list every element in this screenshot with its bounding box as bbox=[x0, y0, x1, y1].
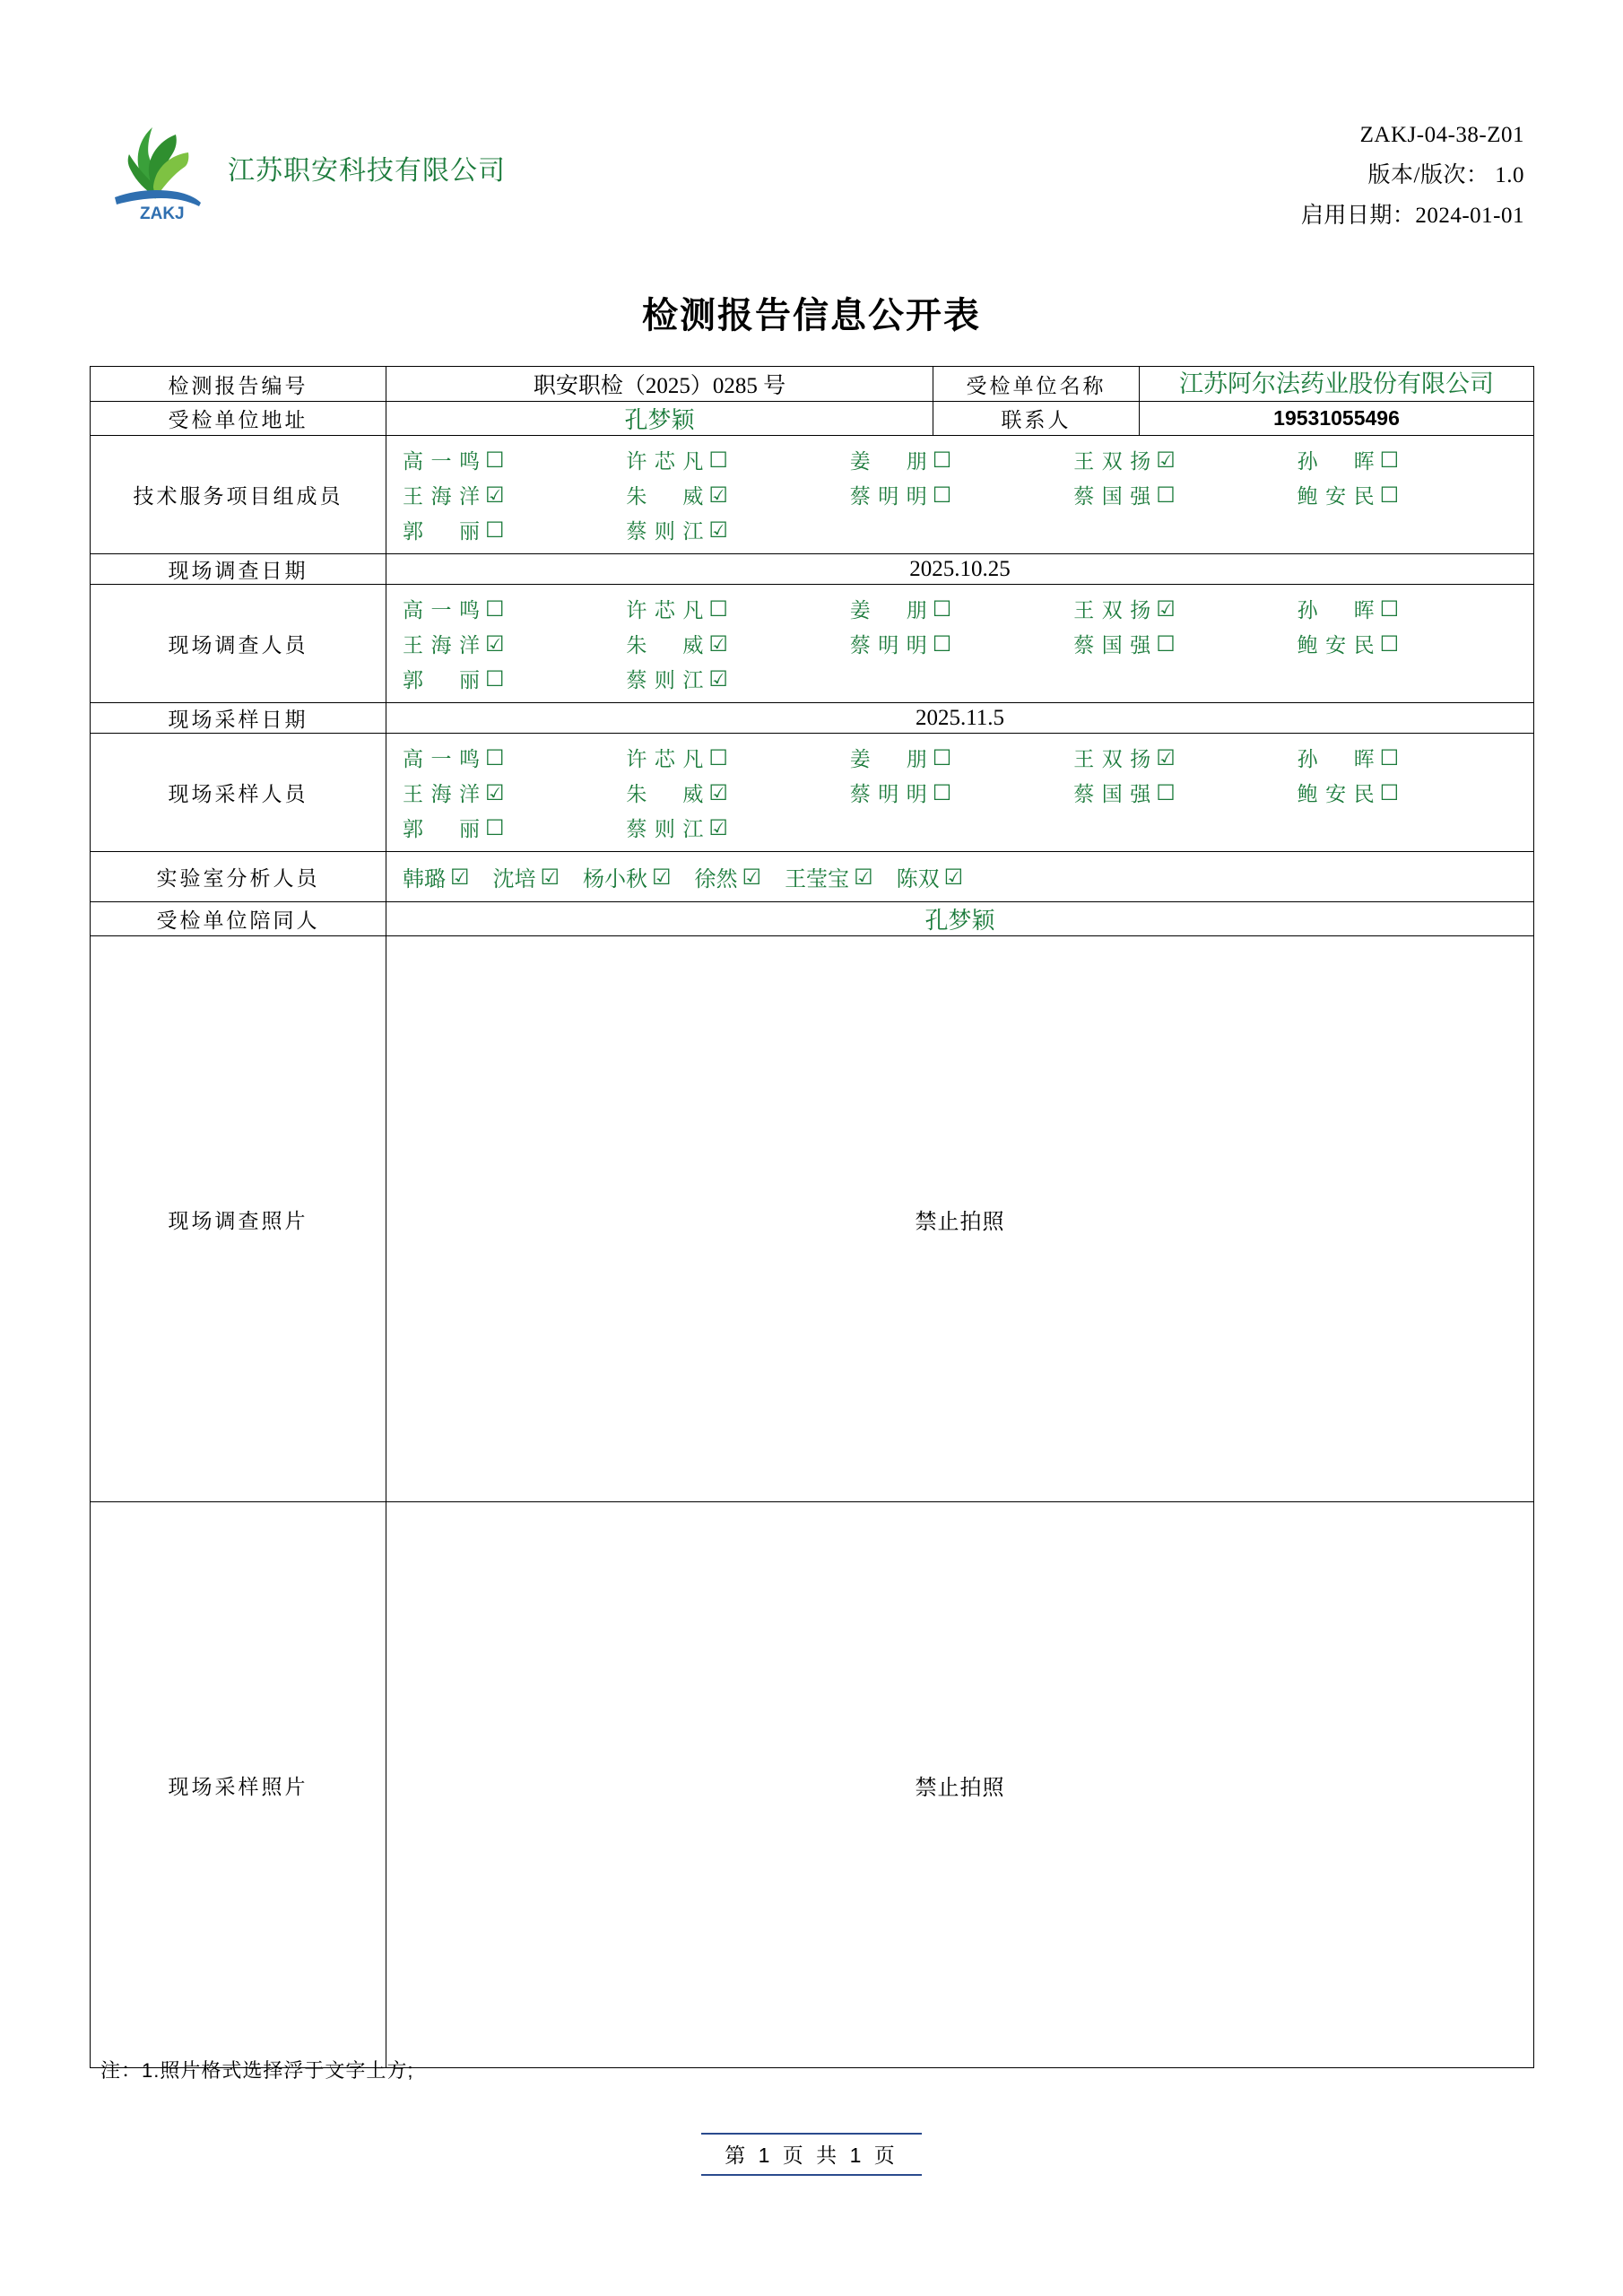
survey-date-label: 现场调查日期 bbox=[91, 554, 386, 585]
page-number: 第 1 页 共 1 页 bbox=[701, 2133, 922, 2176]
checkbox-unchecked-icon[interactable]: ☐ bbox=[485, 814, 505, 840]
sampling-staff-label: 现场采样人员 bbox=[91, 734, 386, 852]
member-checkbox[interactable] bbox=[1073, 445, 1297, 474]
survey-staff-cell bbox=[386, 585, 1534, 703]
checkbox-unchecked-icon[interactable]: ☐ bbox=[1156, 779, 1176, 805]
member-name: 郭 丽 bbox=[403, 669, 480, 691]
member-name: 鲍安民 bbox=[1297, 485, 1375, 508]
member-checkbox[interactable] bbox=[403, 813, 626, 842]
member-name: 王海洋 bbox=[403, 485, 480, 508]
member-name: 蔡则江 bbox=[626, 818, 704, 840]
lab-member-checkbox[interactable] bbox=[493, 861, 560, 892]
member-name: 许芯凡 bbox=[626, 599, 704, 622]
member-checkbox[interactable] bbox=[626, 629, 849, 658]
lab-member-checkbox[interactable] bbox=[897, 861, 964, 892]
checkbox-checked-icon[interactable]: ☑ bbox=[450, 864, 470, 890]
checkbox-checked-icon[interactable]: ☑ bbox=[708, 779, 728, 805]
member-checkbox[interactable] bbox=[850, 778, 1073, 807]
checkbox-checked-icon[interactable]: ☑ bbox=[708, 517, 728, 543]
member-checkbox[interactable] bbox=[403, 778, 626, 807]
checkbox-checked-icon[interactable]: ☑ bbox=[708, 482, 728, 508]
member-checkbox[interactable] bbox=[850, 629, 1073, 658]
member-name: 蔡则江 bbox=[626, 520, 704, 543]
svg-text:ZAKJ: ZAKJ bbox=[140, 204, 185, 221]
client-name-label: 受检单位名称 bbox=[933, 367, 1140, 402]
checkbox-unchecked-icon[interactable]: ☐ bbox=[485, 744, 505, 770]
team-members-cell bbox=[386, 436, 1534, 554]
document-code: ZAKJ-04-38-Z01 bbox=[1359, 123, 1524, 147]
member-checkbox[interactable] bbox=[403, 480, 626, 509]
table-row bbox=[91, 734, 1534, 852]
member-checkbox[interactable] bbox=[1298, 445, 1521, 474]
checkbox-checked-icon[interactable]: ☑ bbox=[742, 864, 762, 890]
table-row bbox=[91, 852, 1534, 902]
checkbox-checked-icon[interactable]: ☑ bbox=[708, 631, 728, 657]
checkbox-checked-icon[interactable]: ☑ bbox=[485, 779, 505, 805]
member-name: 孙 晖 bbox=[1297, 599, 1375, 622]
member-name: 蔡国强 bbox=[1073, 783, 1151, 805]
checkbox-unchecked-icon[interactable]: ☐ bbox=[485, 665, 505, 691]
checkbox-unchecked-icon[interactable]: ☐ bbox=[932, 482, 952, 508]
sampling-date-label: 现场采样日期 bbox=[91, 703, 386, 734]
member-checkbox[interactable] bbox=[1073, 480, 1297, 509]
member-checkbox[interactable] bbox=[1073, 778, 1297, 807]
sampling-photo-label: 现场采样照片 bbox=[91, 1502, 386, 2068]
checkbox-checked-icon[interactable]: ☑ bbox=[708, 665, 728, 691]
member-checkbox[interactable] bbox=[626, 664, 849, 693]
member-name: 郭 丽 bbox=[403, 818, 480, 840]
member-checkbox[interactable] bbox=[403, 664, 626, 693]
member-name: 蔡国强 bbox=[1073, 634, 1151, 657]
member-checkbox[interactable] bbox=[626, 594, 849, 623]
member-name: 孙 晖 bbox=[1297, 450, 1375, 473]
team-member-checkbox-group[interactable] bbox=[386, 436, 1533, 553]
checkbox-checked-icon[interactable]: ☑ bbox=[1156, 447, 1176, 473]
member-name: 孙 晖 bbox=[1297, 748, 1375, 770]
member-name: 姜 朋 bbox=[849, 599, 927, 622]
report-no-label: 检测报告编号 bbox=[91, 367, 386, 402]
lab-member-name: 沈培 bbox=[492, 868, 536, 891]
member-checkbox[interactable] bbox=[626, 813, 849, 842]
member-checkbox[interactable] bbox=[626, 480, 849, 509]
member-name: 高一鸣 bbox=[403, 450, 480, 473]
member-name: 王双扬 bbox=[1073, 748, 1151, 770]
table-row bbox=[91, 703, 1534, 734]
member-name: 郭 丽 bbox=[403, 520, 480, 543]
member-name: 朱 威 bbox=[626, 485, 704, 508]
checkbox-checked-icon[interactable]: ☑ bbox=[485, 631, 505, 657]
checkbox-unchecked-icon[interactable]: ☐ bbox=[932, 779, 952, 805]
client-address-value: 孔梦颖 bbox=[386, 402, 933, 436]
report-no-value: 职安职检（2025）0285 号 bbox=[386, 367, 933, 402]
lab-member-checkbox[interactable] bbox=[695, 861, 762, 892]
client-address-label: 受检单位地址 bbox=[91, 402, 386, 436]
member-name: 姜 朋 bbox=[849, 748, 927, 770]
checkbox-checked-icon[interactable]: ☑ bbox=[1156, 744, 1176, 770]
member-name: 鲍安民 bbox=[1297, 783, 1375, 805]
checkbox-unchecked-icon[interactable]: ☐ bbox=[932, 631, 952, 657]
table-row bbox=[91, 554, 1534, 585]
member-checkbox[interactable] bbox=[626, 515, 849, 544]
checkbox-unchecked-icon[interactable]: ☐ bbox=[1156, 482, 1176, 508]
checkbox-checked-icon[interactable]: ☑ bbox=[854, 864, 873, 890]
checkbox-checked-icon[interactable]: ☑ bbox=[540, 864, 560, 890]
survey-staff-label: 现场调查人员 bbox=[91, 585, 386, 703]
header-meta bbox=[1301, 115, 1524, 236]
client-name-value: 江苏阿尔法药业股份有限公司 bbox=[1140, 367, 1534, 402]
member-name: 高一鸣 bbox=[403, 599, 480, 622]
sampling-staff-checkbox-group[interactable] bbox=[386, 734, 1533, 851]
table-row bbox=[91, 402, 1534, 436]
checkbox-unchecked-icon[interactable]: ☐ bbox=[708, 447, 728, 473]
checkbox-unchecked-icon[interactable]: ☐ bbox=[1379, 779, 1400, 805]
checkbox-unchecked-icon[interactable]: ☐ bbox=[932, 744, 952, 770]
company-name: 江苏职安科技有限公司 bbox=[228, 156, 506, 186]
checkbox-unchecked-icon[interactable]: ☐ bbox=[708, 596, 728, 622]
table-row bbox=[91, 367, 1534, 402]
contact-label: 联系人 bbox=[933, 402, 1140, 436]
member-checkbox[interactable] bbox=[403, 445, 626, 474]
page-title: 检测报告信息公开表 bbox=[642, 296, 981, 335]
lab-member-name: 王莹宝 bbox=[785, 868, 850, 891]
member-name: 王海洋 bbox=[403, 783, 480, 805]
lab-member-checkbox[interactable] bbox=[785, 861, 873, 892]
report-info-table bbox=[90, 366, 1534, 2068]
header-branding bbox=[99, 115, 506, 221]
member-checkbox[interactable] bbox=[626, 743, 849, 772]
member-checkbox[interactable] bbox=[403, 629, 626, 658]
member-name: 鲍安民 bbox=[1297, 634, 1375, 657]
document-version: 版本/版次： 1.0 bbox=[1367, 163, 1524, 187]
team-members-label: 技术服务项目组成员 bbox=[91, 436, 386, 554]
table-row bbox=[91, 436, 1534, 554]
checkbox-unchecked-icon[interactable]: ☐ bbox=[708, 744, 728, 770]
member-checkbox[interactable] bbox=[1298, 778, 1521, 807]
member-checkbox[interactable] bbox=[1298, 594, 1521, 623]
lab-member-name: 韩璐 bbox=[403, 868, 446, 891]
lab-member-checkbox[interactable] bbox=[583, 861, 672, 892]
page-footer bbox=[0, 2133, 1623, 2176]
checkbox-unchecked-icon[interactable]: ☐ bbox=[1379, 596, 1400, 622]
table-row bbox=[91, 585, 1534, 703]
checkbox-unchecked-icon[interactable]: ☐ bbox=[1379, 744, 1400, 770]
member-name: 蔡则江 bbox=[626, 669, 704, 691]
escort-value: 孔梦颖 bbox=[386, 902, 1534, 936]
member-checkbox[interactable] bbox=[626, 778, 849, 807]
member-checkbox[interactable] bbox=[850, 743, 1073, 772]
survey-photo-value: 禁止拍照 bbox=[386, 936, 1534, 1502]
member-name: 高一鸣 bbox=[403, 748, 480, 770]
member-name: 蔡国强 bbox=[1073, 485, 1151, 508]
member-name: 许芯凡 bbox=[626, 450, 704, 473]
lab-member-name: 徐然 bbox=[694, 868, 738, 891]
document-header bbox=[99, 115, 1524, 231]
member-name: 许芯凡 bbox=[626, 748, 704, 770]
member-name: 姜 朋 bbox=[849, 450, 927, 473]
checkbox-unchecked-icon[interactable]: ☐ bbox=[485, 447, 505, 473]
company-logo-icon bbox=[99, 115, 213, 221]
member-checkbox[interactable] bbox=[1073, 629, 1297, 658]
checkbox-checked-icon[interactable]: ☑ bbox=[485, 482, 505, 508]
member-checkbox[interactable] bbox=[1298, 480, 1521, 509]
member-name: 朱 威 bbox=[626, 634, 704, 657]
checkbox-unchecked-icon[interactable]: ☐ bbox=[1379, 447, 1400, 473]
member-checkbox[interactable] bbox=[850, 445, 1073, 474]
sampling-staff-cell bbox=[386, 734, 1534, 852]
member-name: 王海洋 bbox=[403, 634, 480, 657]
member-name: 王双扬 bbox=[1073, 450, 1151, 473]
member-name: 朱 威 bbox=[626, 783, 704, 805]
lab-staff-checkbox-group[interactable] bbox=[386, 852, 1533, 901]
member-checkbox[interactable] bbox=[403, 594, 626, 623]
member-checkbox[interactable] bbox=[403, 515, 626, 544]
survey-staff-checkbox-group[interactable] bbox=[386, 585, 1533, 702]
checkbox-unchecked-icon[interactable]: ☐ bbox=[485, 596, 505, 622]
member-checkbox[interactable] bbox=[403, 743, 626, 772]
checkbox-unchecked-icon[interactable]: ☐ bbox=[1379, 482, 1400, 508]
table-row bbox=[91, 902, 1534, 936]
member-checkbox[interactable] bbox=[850, 480, 1073, 509]
sampling-photo-value: 禁止拍照 bbox=[386, 1502, 1534, 2068]
checkbox-checked-icon[interactable]: ☑ bbox=[943, 864, 964, 890]
member-checkbox[interactable] bbox=[1073, 743, 1297, 772]
member-checkbox[interactable] bbox=[1298, 743, 1521, 772]
checkbox-checked-icon[interactable]: ☑ bbox=[652, 864, 672, 890]
checkbox-unchecked-icon[interactable]: ☐ bbox=[485, 517, 505, 543]
checkbox-checked-icon[interactable]: ☑ bbox=[708, 814, 728, 840]
member-checkbox[interactable] bbox=[850, 594, 1073, 623]
contact-value: 19531055496 bbox=[1140, 402, 1534, 436]
member-name: 王双扬 bbox=[1073, 599, 1151, 622]
lab-staff-cell bbox=[386, 852, 1534, 902]
lab-member-name: 杨小秋 bbox=[583, 868, 648, 891]
survey-date-value: 2025.10.25 bbox=[386, 554, 1534, 585]
checkbox-checked-icon[interactable]: ☑ bbox=[1156, 596, 1176, 622]
table-row bbox=[91, 936, 1534, 1502]
lab-member-checkbox[interactable] bbox=[403, 861, 470, 892]
survey-photo-label: 现场调查照片 bbox=[91, 936, 386, 1502]
member-checkbox[interactable] bbox=[1073, 594, 1297, 623]
checkbox-unchecked-icon[interactable]: ☐ bbox=[932, 447, 952, 473]
checkbox-unchecked-icon[interactable]: ☐ bbox=[1156, 631, 1176, 657]
checkbox-unchecked-icon[interactable]: ☐ bbox=[932, 596, 952, 622]
member-checkbox[interactable] bbox=[626, 445, 849, 474]
member-name: 蔡明明 bbox=[849, 485, 927, 508]
escort-label: 受检单位陪同人 bbox=[91, 902, 386, 936]
sampling-date-value: 2025.11.5 bbox=[386, 703, 1534, 734]
member-name: 蔡明明 bbox=[849, 783, 927, 805]
document-effective-date: 启用日期：2024-01-01 bbox=[1300, 204, 1524, 228]
member-name: 蔡明明 bbox=[849, 634, 927, 657]
member-checkbox[interactable] bbox=[1298, 629, 1521, 658]
lab-staff-label: 实验室分析人员 bbox=[91, 852, 386, 902]
checkbox-unchecked-icon[interactable]: ☐ bbox=[1379, 631, 1400, 657]
lab-member-name: 陈双 bbox=[896, 868, 940, 891]
table-row bbox=[91, 1502, 1534, 2068]
footnote: 注：1.照片格式选择浮于文字上方; bbox=[100, 2059, 414, 2082]
